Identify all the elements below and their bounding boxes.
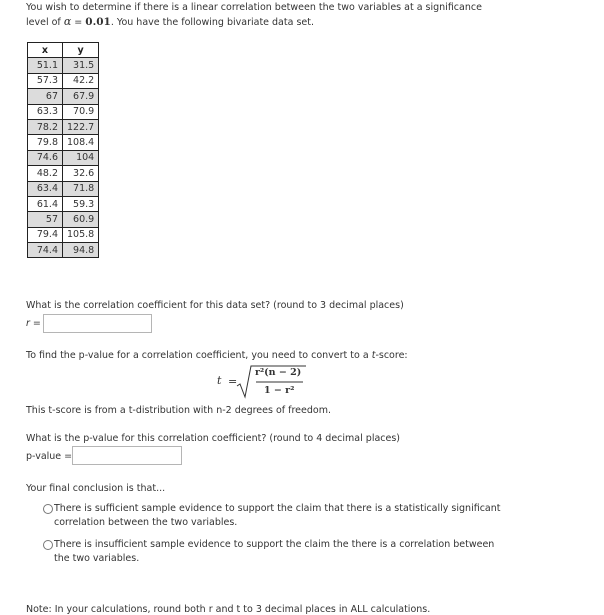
y-value-cell: 70.9 (63, 104, 99, 119)
y-value-cell: 60.9 (63, 212, 99, 227)
x-value-cell: 57.3 (28, 73, 63, 88)
table-row (28, 243, 99, 258)
alpha-value: 0.01 (85, 15, 111, 28)
conclusion-option-sufficient[interactable] (41, 502, 501, 529)
formula-equals: = (228, 375, 238, 388)
table-row (28, 58, 99, 73)
x-value-cell: 63.4 (28, 181, 63, 196)
correlation-input[interactable] (43, 314, 152, 333)
footer-note: Note: In your calculations, round both r and t to 3 decimal places in ALL calculations. (26, 604, 431, 615)
x-value-cell: 61.4 (28, 196, 63, 211)
x-value-cell: 51.1 (28, 58, 63, 73)
y-value-cell: 108.4 (63, 135, 99, 150)
table-row (28, 150, 99, 165)
table-row (28, 212, 99, 227)
alpha-symbol: α (63, 14, 72, 28)
x-value-cell: 67 (28, 89, 63, 104)
table-row (28, 104, 99, 119)
option-insufficient-label: There is insufficient sample evidence to support the claim the there is a correlation between the two variables. (54, 539, 495, 564)
y-value-cell: 122.7 (63, 119, 99, 134)
pvalue-input[interactable] (72, 446, 182, 465)
pvalue-label: p-value = (26, 451, 73, 462)
x-value-cell: 57 (28, 212, 63, 227)
y-value-cell: 42.2 (63, 73, 99, 88)
y-value-cell: 59.3 (63, 196, 99, 211)
correlation-question: What is the correlation coefficient for this data set? (round to 3 decimal places) (26, 300, 404, 311)
y-value-cell: 71.8 (63, 181, 99, 196)
table-row (28, 181, 99, 196)
alpha-equals: = (74, 16, 83, 28)
x-value-cell: 48.2 (28, 166, 63, 181)
conclusion-option-insufficient[interactable] (41, 538, 501, 565)
problem-intro (26, 1, 496, 29)
bivariate-data-table (27, 42, 99, 258)
tscore-intro-before: To find the p-value for a correlation coefficient, you need to convert to a (26, 350, 369, 361)
y-value-cell: 94.8 (63, 243, 99, 258)
pvalue-question: What is the p-value for this correlation coefficient? (round to 4 decimal places) (26, 433, 400, 444)
x-value-cell: 79.4 (28, 227, 63, 242)
x-column-header: x (28, 43, 63, 58)
table-row (28, 73, 99, 88)
table-header-row (28, 43, 99, 58)
formula-lhs: t (217, 374, 222, 387)
intro-text-before: You wish to determine if there is a linear correlation between the two variables at a significance level of (26, 2, 482, 28)
tscore-intro-after: -score: (375, 350, 408, 361)
y-value-cell: 31.5 (63, 58, 99, 73)
y-value-cell: 32.6 (63, 166, 99, 181)
table-row (28, 166, 99, 181)
x-value-cell: 63.3 (28, 104, 63, 119)
tscore-note: This t-score is from a t-distribution with n-2 degrees of freedom. (26, 405, 331, 416)
formula-denominator: 1 − r² (264, 385, 295, 396)
tscore-intro (26, 350, 408, 361)
x-value-cell: 74.4 (28, 243, 63, 258)
y-value-cell: 105.8 (63, 227, 99, 242)
table-row (28, 135, 99, 150)
y-column-header: y (63, 43, 99, 58)
table-row (28, 196, 99, 211)
y-value-cell: 67.9 (63, 89, 99, 104)
tscore-intro-var: t (371, 350, 376, 361)
table-row (28, 89, 99, 104)
y-value-cell: 104 (63, 150, 99, 165)
radio-sufficient[interactable] (43, 504, 53, 514)
formula-numerator: r²(n − 2) (255, 367, 302, 378)
x-value-cell: 78.2 (28, 119, 63, 134)
r-label: r = (26, 318, 41, 329)
radio-insufficient[interactable] (43, 540, 53, 550)
table-row (28, 227, 99, 242)
x-value-cell: 74.6 (28, 150, 63, 165)
table-row (28, 119, 99, 134)
table-body (28, 58, 99, 258)
option-sufficient-label: There is sufficient sample evidence to support the claim that there is a statistically significant correlation between the two variables. (54, 503, 501, 528)
conclusion-heading: Your final conclusion is that... (26, 483, 166, 494)
intro-text-after: . You have the following bivariate data set. (110, 16, 314, 28)
x-value-cell: 79.8 (28, 135, 63, 150)
